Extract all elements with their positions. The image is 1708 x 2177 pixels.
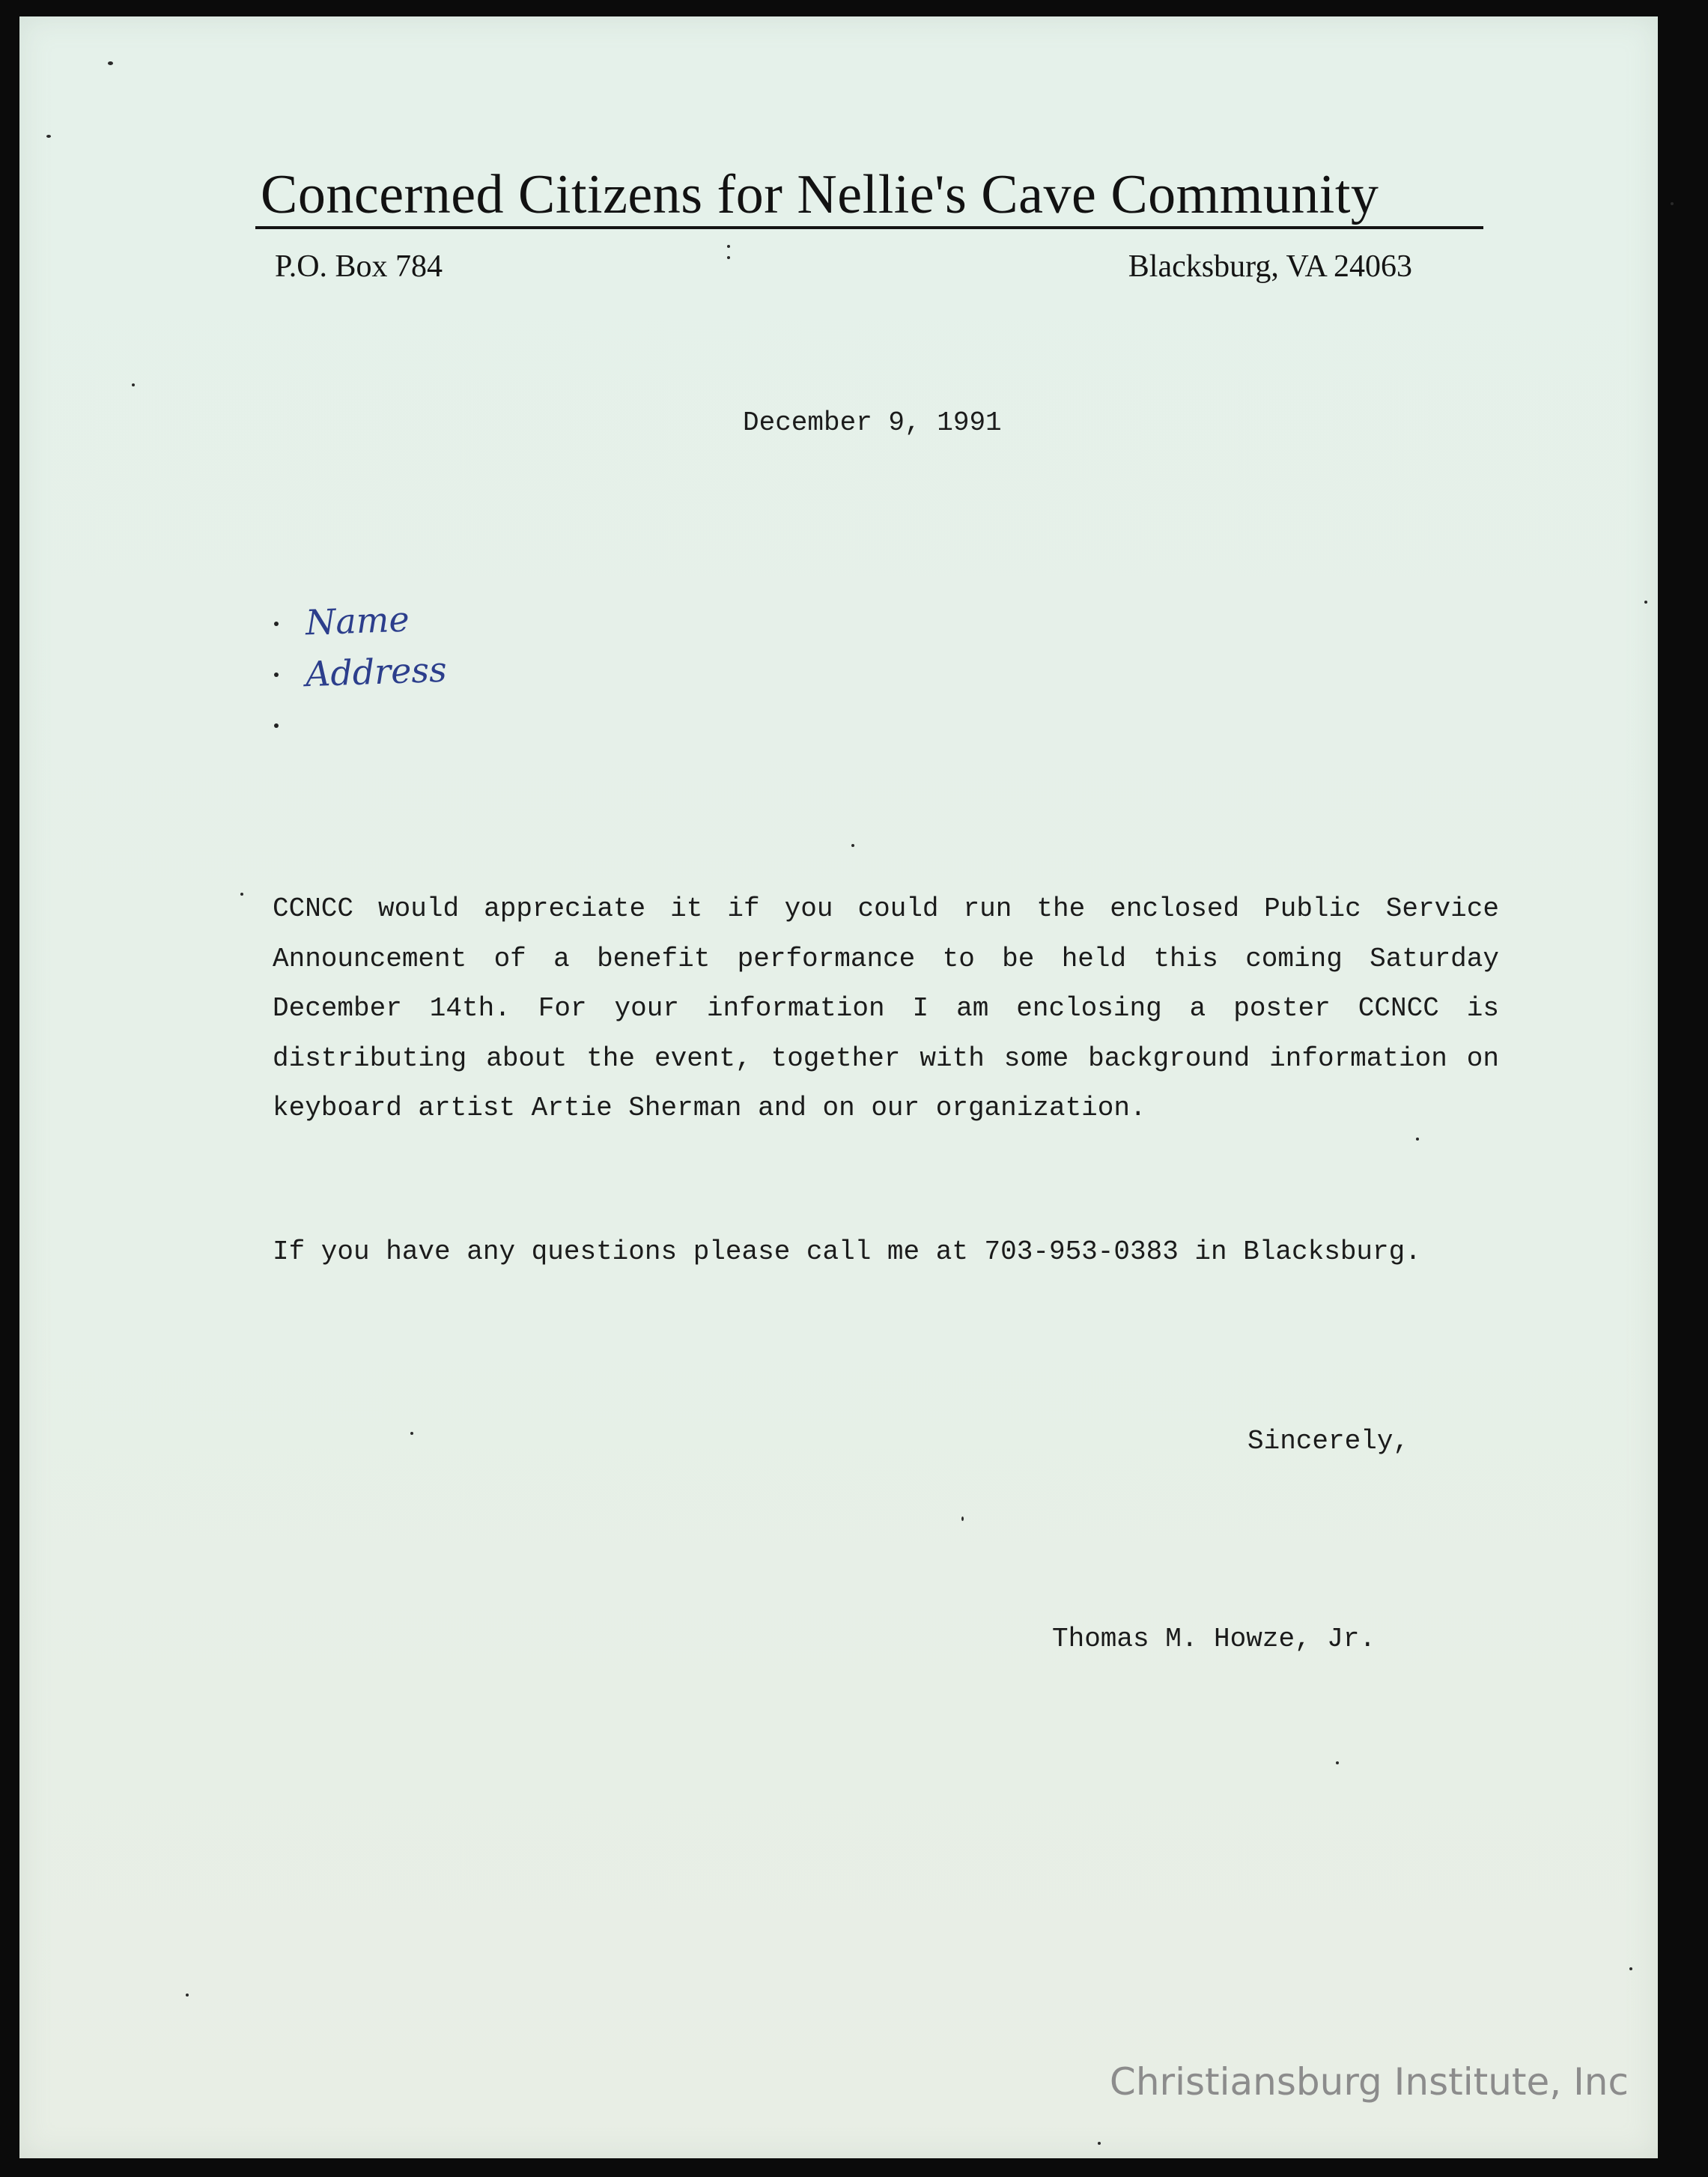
scan-speck: [1629, 1967, 1632, 1970]
handwritten-address-note: Address: [305, 649, 448, 695]
scan-speck: [410, 1432, 413, 1435]
scan-speck: [1671, 202, 1674, 205]
letterhead-organization-name: Concerned Citizens for Nellie's Cave Community: [261, 164, 1379, 225]
scan-speck: [46, 135, 51, 138]
letter-page: [19, 16, 1658, 2158]
letter-date: December 9, 1991: [743, 407, 1002, 438]
scan-speck: [851, 844, 854, 847]
scan-speck: [1098, 2142, 1101, 2145]
bullet-dot-icon: [274, 672, 279, 677]
bullet-dot-icon: [274, 622, 279, 626]
letterhead-divider: [255, 226, 1483, 229]
scan-speck: [1644, 601, 1647, 604]
handwritten-name-note: Name: [305, 598, 410, 643]
scan-speck: [1416, 1138, 1419, 1141]
scan-speck: [961, 1516, 964, 1521]
bullet-dot-icon: [274, 723, 279, 728]
body-paragraph-request: CCNCC would appreciate it if you could run the enclosed Public Service Announcement of a benefit performance to be held this coming Saturday December 14th. For your information I am enclosing a poster CCNCC is distributing about the event, together with some background information on keyboard artist Artie Sherman and on our organization.: [273, 893, 1499, 1123]
letterhead-city-state-zip: Blacksburg, VA 24063: [1128, 249, 1412, 284]
archive-watermark: Christiansburg Institute, Inc: [1109, 2060, 1629, 2104]
scan-speck: [108, 61, 113, 65]
scan-speck: [132, 383, 135, 386]
scan-speck: [727, 256, 730, 259]
scan-speck: [240, 893, 243, 896]
scan-speck: [1336, 1761, 1339, 1764]
body-paragraph-contact: If you have any questions please call me at 703-953-0383 in Blacksburg.: [273, 1236, 1421, 1267]
letter-signer-name: Thomas M. Howze, Jr.: [1052, 1624, 1376, 1654]
letter-closing: Sincerely,: [1247, 1426, 1410, 1457]
scan-speck: [186, 1994, 189, 1997]
letterhead-po-box: P.O. Box 784: [275, 249, 443, 284]
scan-speck: [727, 245, 730, 248]
